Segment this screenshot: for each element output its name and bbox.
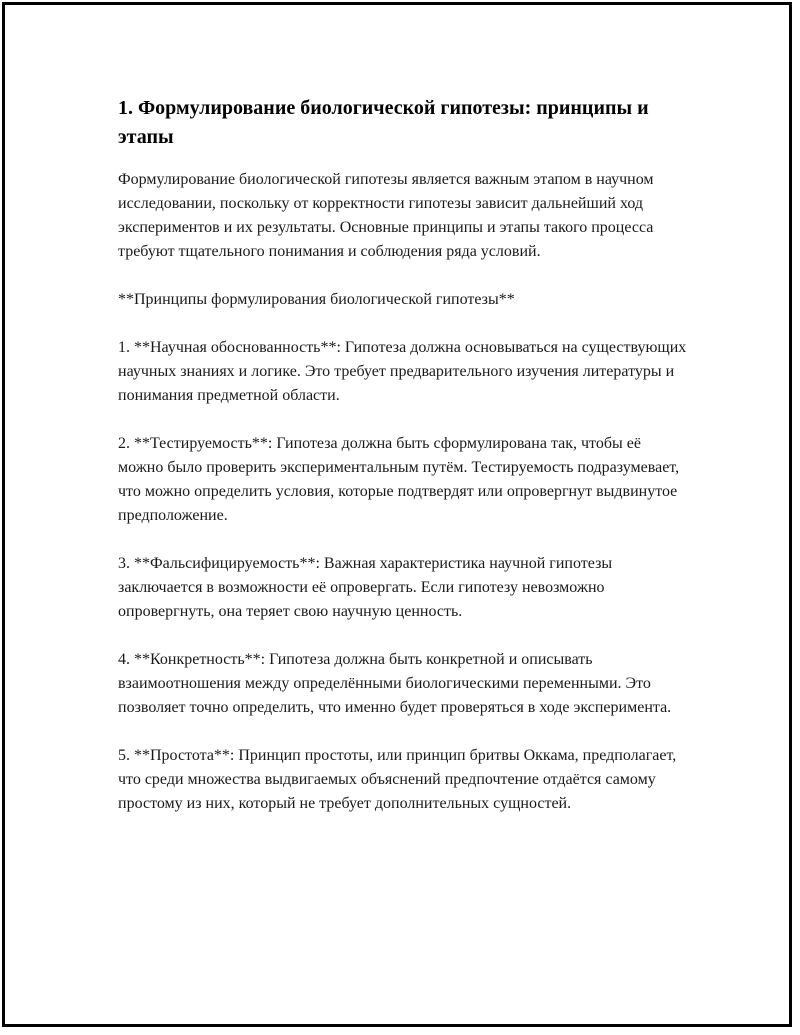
- principle-item-5: 5. **Простота**: Принцип простоты, или принцип бритвы Оккама, предполагает, что среди множества выдвигаемых объяснений предпочтение отдаётся самому простому из них, который не требует дополнительных сущностей.: [118, 747, 677, 812]
- intro-paragraph: Формулирование биологической гипотезы является важным этапом в научном исследовании, поскольку от корректности гипотезы зависит дальнейший ход экспериментов и их результаты. Основные принципы и этапы такого процесса требуют тщательного понимания и соблюдения ряда условий.: [118, 171, 654, 260]
- principle-item-1: 1. **Научная обоснованность**: Гипотеза должна основываться на существующих научных знаниях и логике. Это требует предварительного изучения литературы и понимания предметной области.: [118, 339, 687, 404]
- principles-subheading: **Принципы формулирования биологической гипотезы**: [118, 291, 515, 308]
- document-body: [118, 94, 688, 840]
- principle-item-3: 3. **Фальсифицируемость**: Важная характеристика научной гипотезы заключается в возможности её опровергать. Если гипотезу невозможно опровергнуть, она теряет свою научную ценность.: [118, 555, 613, 620]
- principle-item-2: 2. **Тестируемость**: Гипотеза должна быть сформулирована так, чтобы её можно было проверить экспериментальным путём. Тестируемость подразумевает, что можно определить условия, которые подтвердят или опровергнут выдвинутое предположение.: [118, 435, 680, 524]
- section-heading: 1. Формулирование биологической гипотезы: принципы и этапы: [118, 97, 649, 148]
- principle-item-4: 4. **Конкретность**: Гипотеза должна быть конкретной и описывать взаимоотношения между определёнными биологическими переменными. Это позволяет точно определить, что именно будет проверяться в ходе эксперимента.: [118, 651, 672, 716]
